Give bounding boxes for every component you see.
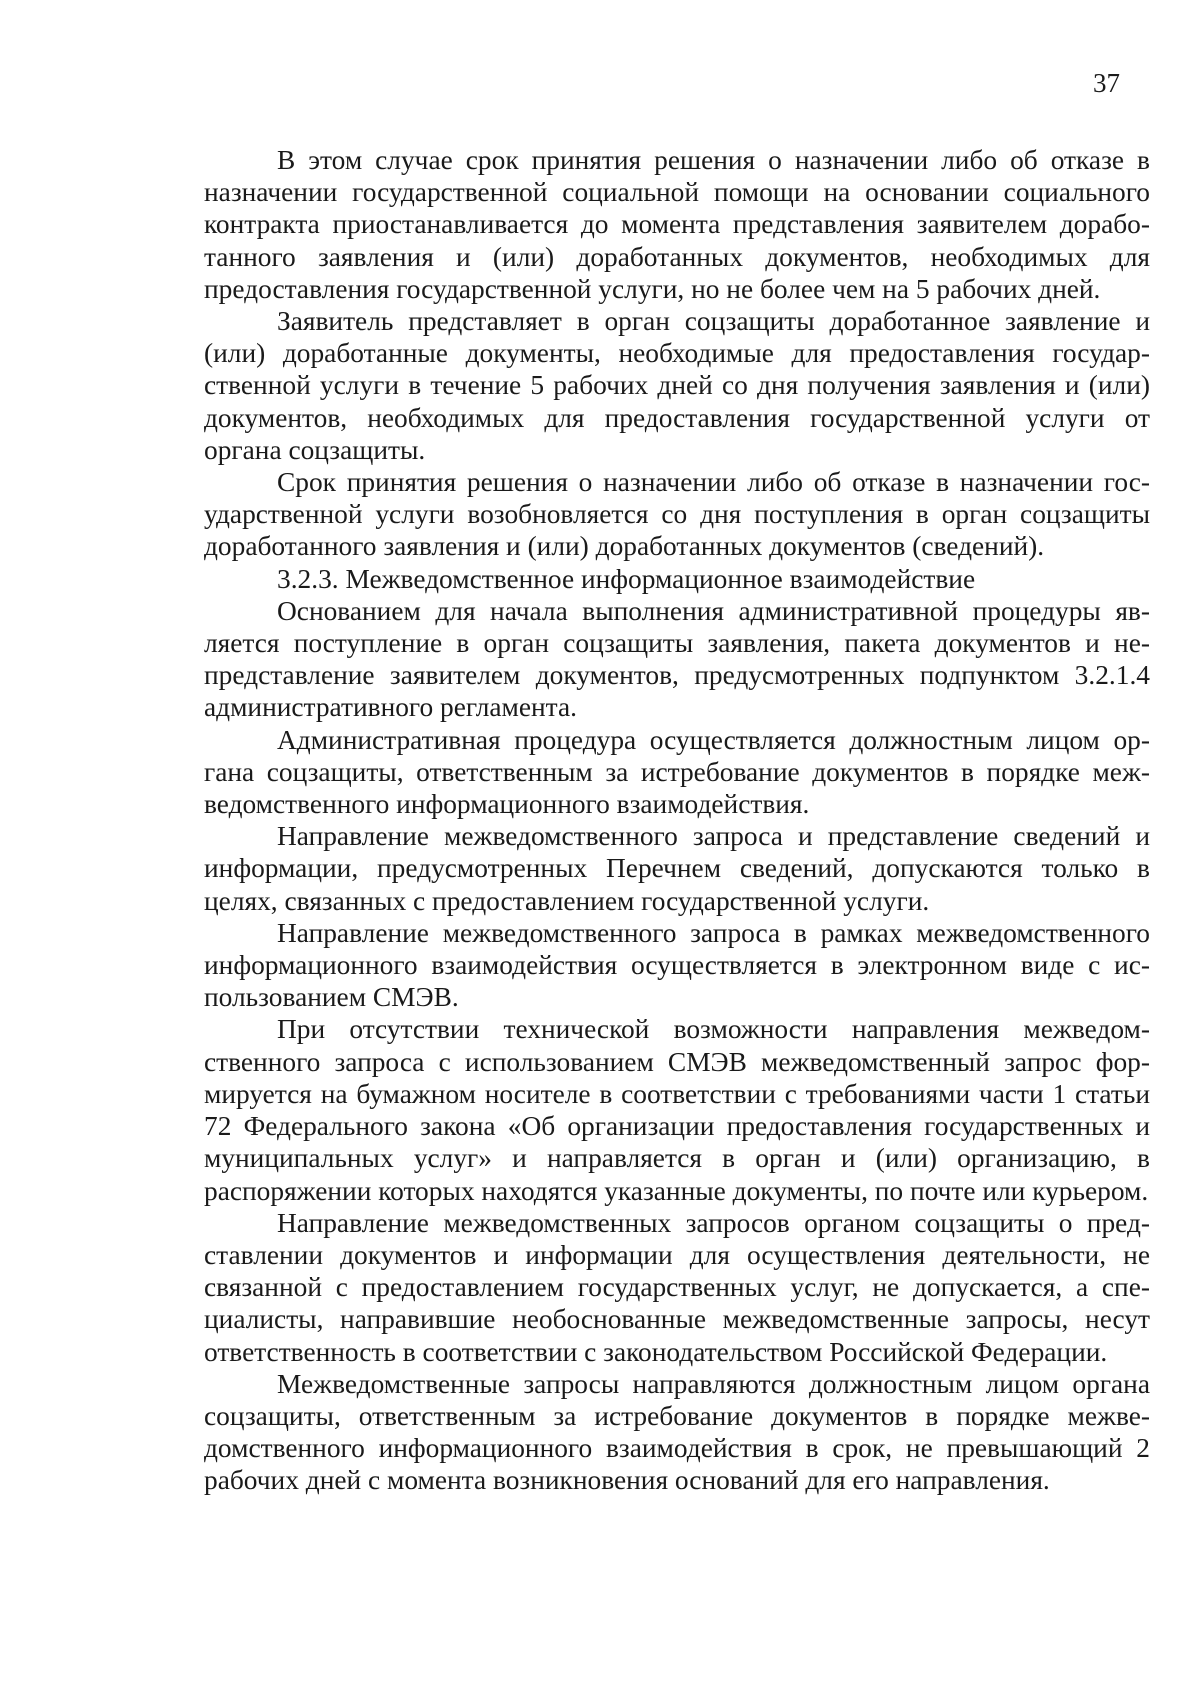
paragraph: Направление межведомственных запросов органом соцзащиты о представлении документов и информации для осуществления деятельности, не связанной с предоставлением государственных услуг, не допускается, а специалисты, направившие необоснованные межведомственные запросы, несут ответственность в соответствии с законодательством Российской Федерации. — [204, 1207, 1150, 1367]
paragraph: Заявитель представляет в орган соцзащиты доработанное заявление и (или) доработанные документы, необходимые для предоставления государственной услуги в течение 5 рабочих дней со дня получения заявления и (или) документов, необходимых для предоставления государственной услуги от органа соцзащиты. — [204, 306, 1150, 465]
section-heading: 3.2.3. Межведомственное информационное взаимодействие — [277, 563, 976, 594]
paragraph: В этом случае срок принятия решения о назначении либо об отказе в назначении государственной социальной помощи на основании социального контракта приостанавливается до момента представления заявителем доработанного заявления и (или) доработанных документов, необходимых для предоставления государственной услуги, но не более чем на 5 рабочих дней. — [204, 145, 1150, 304]
paragraph: Межведомственные запросы направляются должностным лицом органа соцзащиты, ответственным за истребование документов в порядке межведомственного информационного взаимодействия в срок, не превышающий 2 рабочих дней с момента возникновения оснований для его направления. — [204, 1368, 1150, 1496]
paragraph: Направление межведомственного запроса и представление сведений и информации, предусмотренных Перечнем сведений, допускаются только в целях, связанных с предоставлением государственной услуги. — [204, 821, 1150, 916]
paragraph: Административная процедура осуществляется должностным лицом органа соцзащиты, ответственным за истребование документов в порядке межведомственного информационного взаимодействия. — [204, 724, 1150, 820]
body-text — [204, 144, 1150, 1497]
page-number: 37 — [1093, 68, 1120, 98]
paragraph: Направление межведомственного запроса в рамках межведомственного информационного взаимодействия осуществляется в электронном виде с использованием СМЭВ. — [204, 917, 1150, 1013]
paragraph: Основанием для начала выполнения административной процедуры является поступление в орган соцзащиты заявления, пакета документов и непредставление заявителем документов, предусмотренных подпунктом 3.2.1.4 административного регламента. — [204, 595, 1150, 723]
paragraph: Срок принятия решения о назначении либо об отказе в назначении государственной услуги возобновляется со дня поступления в орган соцзащиты доработанного заявления и (или) доработанных документов (сведений). — [204, 467, 1150, 562]
paragraph: При отсутствии технической возможности направления межведомственного запроса с использованием СМЭВ межведомственный запрос формируется на бумажном носителе в соответствии с требованиями части 1 статьи 72 Федерального закона «Об организации предоставления государственных и муниципальных услуг» и направляется в орган и (или) организацию, в распоряжении которых находятся указанные документы, по почте или курьером. — [204, 1014, 1150, 1206]
